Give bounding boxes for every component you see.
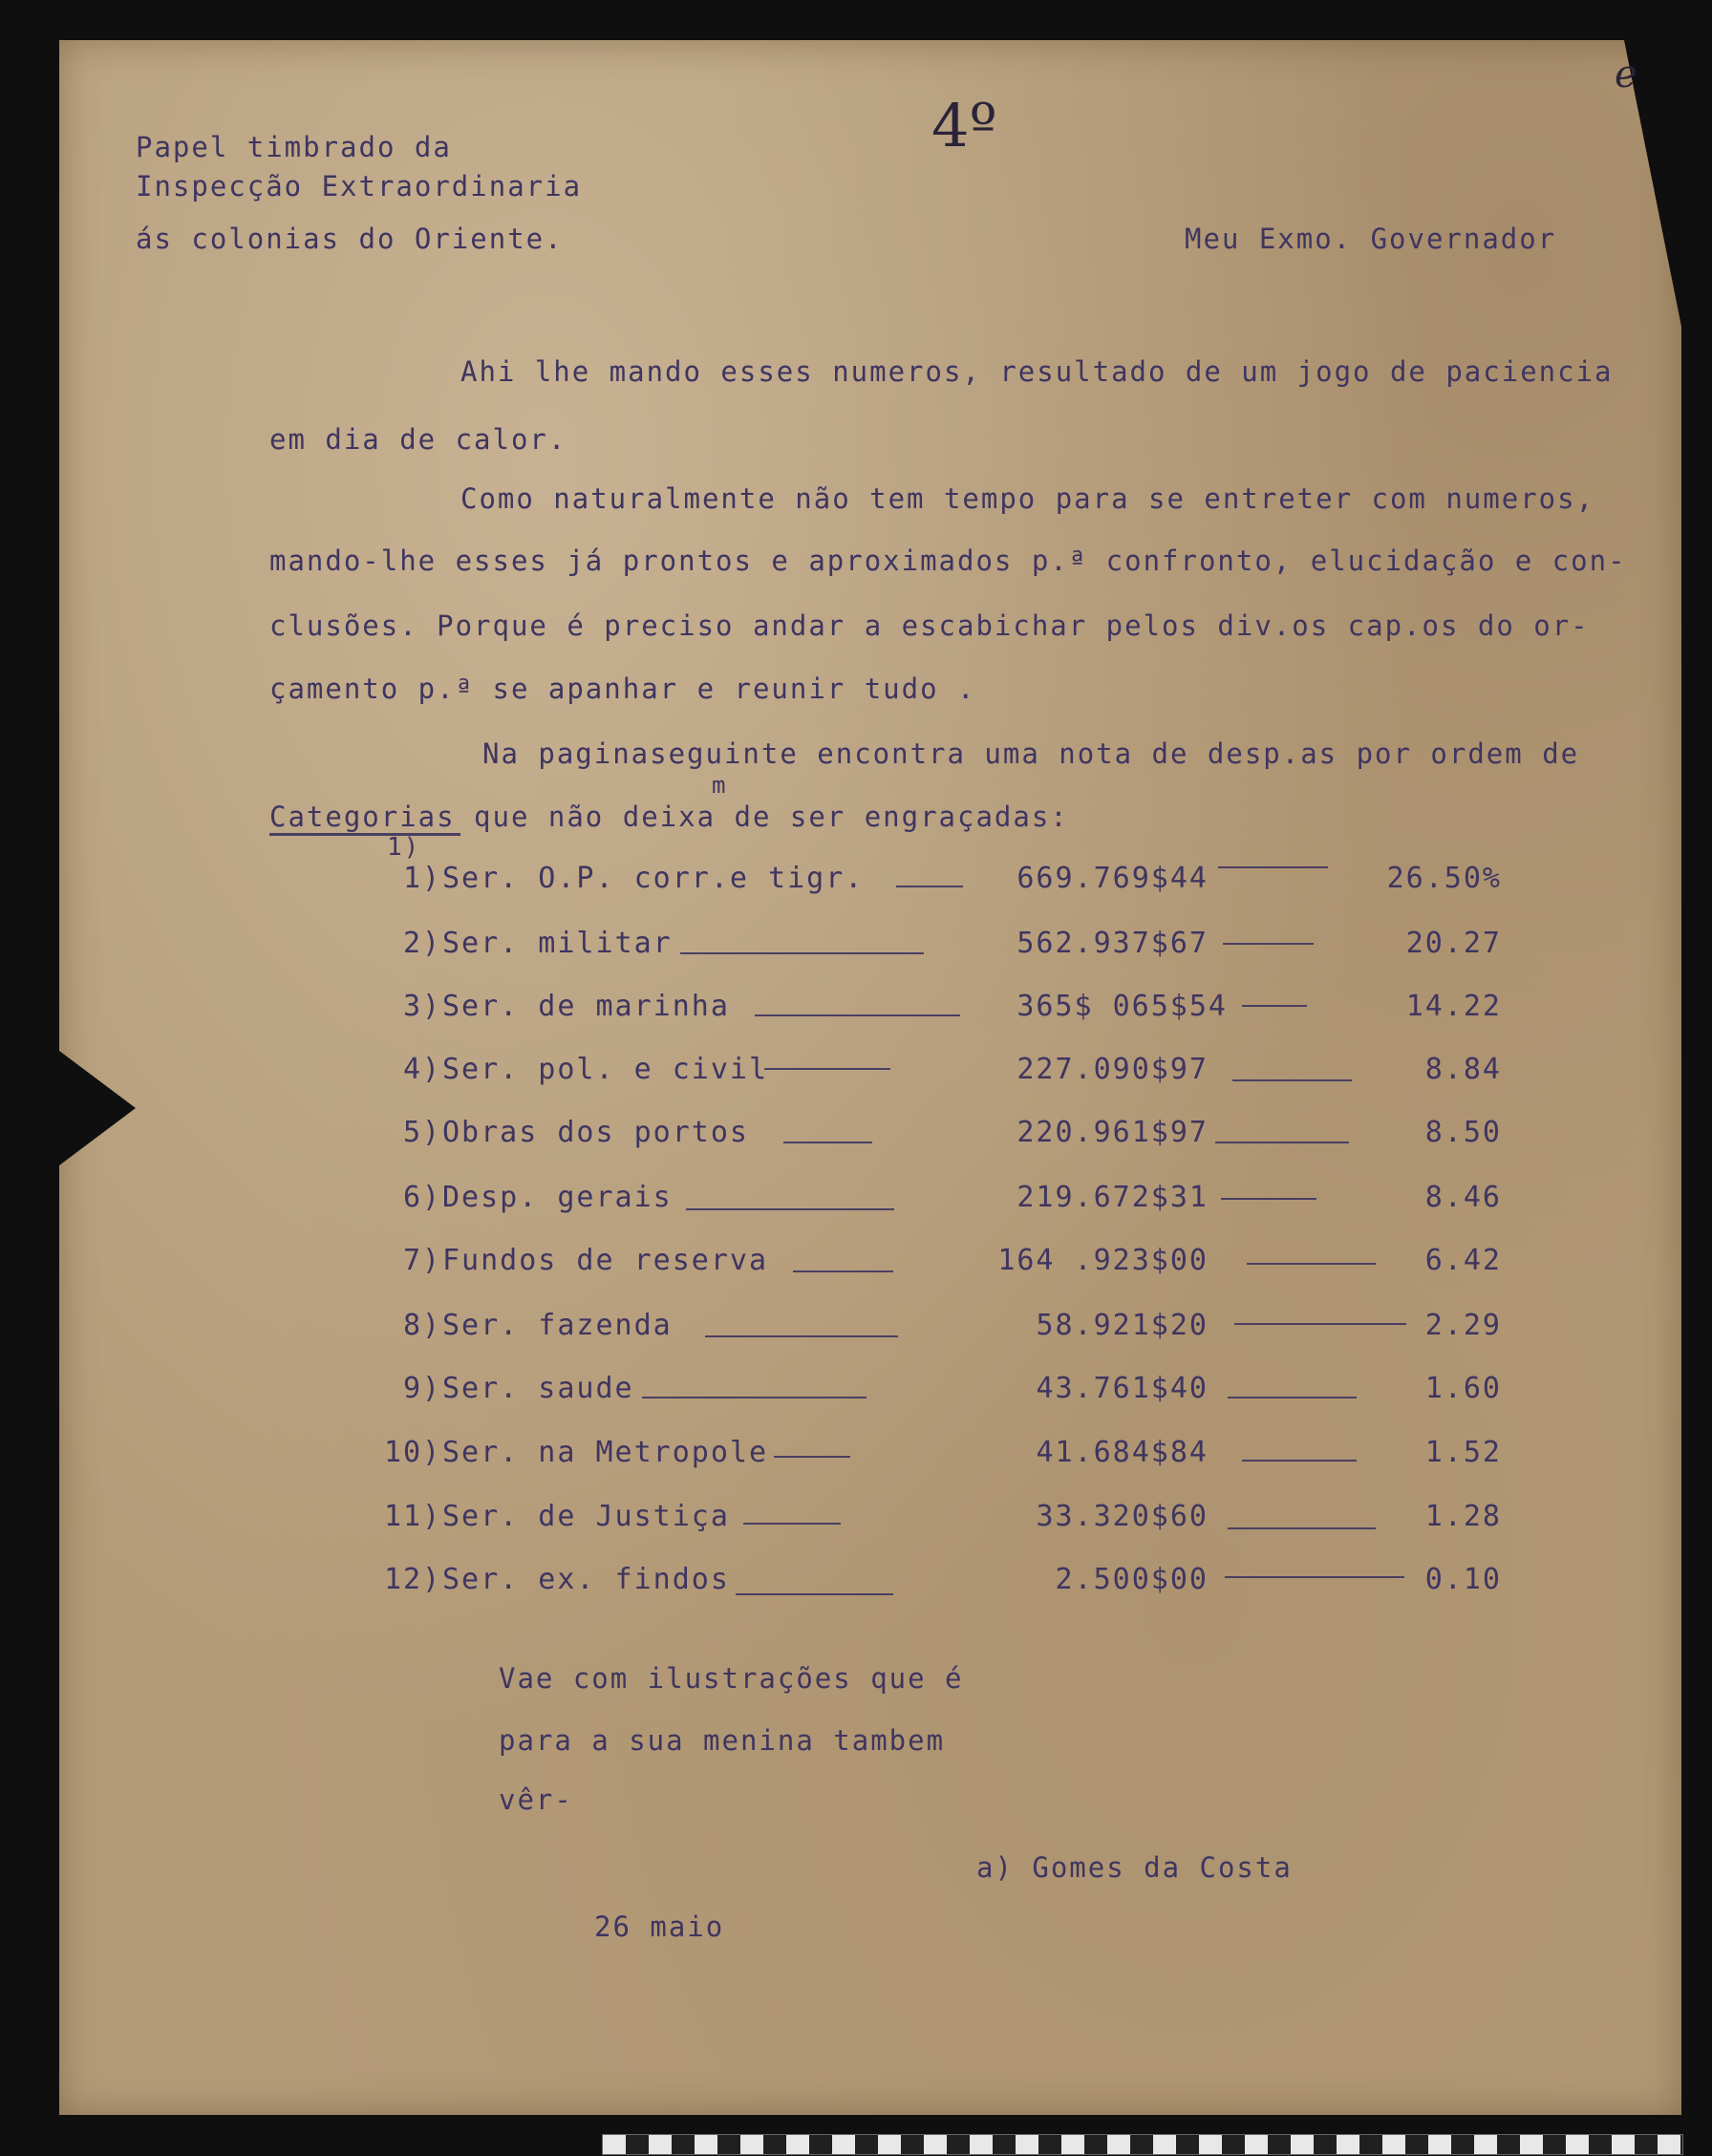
row-percent: 20.27 (1405, 927, 1502, 960)
leader-line (1232, 1079, 1352, 1081)
date: 26 maio (594, 1911, 725, 1943)
row-percent: 2.29 (1424, 1309, 1502, 1342)
letterhead-line-2: Inspecção Extraordinaria (136, 170, 583, 203)
row-amount: 43.761$40 (1036, 1372, 1209, 1405)
closing-line-3: vêr- (499, 1783, 573, 1816)
row-amount: 227.090$97 (1016, 1053, 1209, 1086)
salutation: Meu Exmo. Governador (1185, 223, 1557, 255)
row-amount: 562.937$67 (1016, 927, 1209, 960)
corner-mark-handwritten: e (1615, 53, 1637, 96)
leader-line (1223, 943, 1314, 945)
row-number: 7) (403, 1244, 442, 1277)
row-amount: 2.500$00 (1055, 1563, 1209, 1596)
body-line-6: çamento p.ª se apanhar e reunir tudo . (269, 672, 976, 705)
leader-line (680, 952, 924, 954)
letterhead-line-1: Papel timbrado da (136, 131, 452, 163)
row-label: Desp. gerais (442, 1181, 673, 1214)
leader-line (1221, 1198, 1316, 1200)
row-percent: 8.50 (1424, 1116, 1502, 1149)
body-line-5: clusões. Porque é preciso andar a escabichar pelos div.os cap.os do or- (269, 609, 1590, 642)
leader-line (764, 1068, 890, 1070)
row-percent: 26.50% (1386, 862, 1502, 895)
row-amount: 365$ 065$54 (1016, 990, 1228, 1023)
body-line-7: Na paginaseguinte encontra uma nota de desp.as por ordem de (482, 737, 1580, 770)
leader-line (705, 1335, 898, 1337)
body-line-1: Ahi lhe mando esses numeros, resultado de um jogo de paciencia (460, 355, 1614, 388)
row-number: 5) (403, 1116, 442, 1149)
row-percent: 6.42 (1424, 1244, 1502, 1277)
row-label: Ser. ex. findos (442, 1563, 730, 1596)
row-percent: 0.10 (1424, 1563, 1502, 1596)
torn-edge-notch (59, 1051, 136, 1165)
row-label: Ser. na Metropole (442, 1436, 769, 1469)
row-number: 11) (384, 1500, 442, 1533)
row-percent: 1.52 (1424, 1436, 1502, 1469)
leader-line (1228, 1397, 1357, 1398)
row-label: Fundos de reserva (442, 1244, 769, 1277)
body-line-2: em dia de calor. (269, 423, 567, 456)
row-amount: 220.961$97 (1016, 1116, 1209, 1149)
leader-line (1247, 1263, 1376, 1265)
row-label: Ser. saude (442, 1372, 634, 1405)
leader-line (1242, 1460, 1357, 1462)
leader-line (1218, 866, 1328, 868)
leader-line (774, 1456, 850, 1458)
row-amount: 219.672$31 (1016, 1181, 1209, 1214)
leader-line (686, 1208, 894, 1210)
row-number: 2) (403, 927, 442, 960)
row-percent: 8.46 (1424, 1181, 1502, 1214)
closing-line-2: para a sua menina tambem (499, 1724, 946, 1757)
row-number: 1) (403, 862, 442, 895)
signature: a) Gomes da Costa (976, 1851, 1293, 1884)
row-label: Ser. de Justiça (442, 1500, 730, 1533)
scale-ruler (602, 2134, 1683, 2155)
leader-line (736, 1593, 893, 1595)
row-percent: 14.22 (1405, 990, 1502, 1023)
correction-m: m (712, 772, 728, 799)
leader-line (743, 1523, 841, 1525)
row-number: 4) (403, 1053, 442, 1086)
row-number: 8) (403, 1309, 442, 1342)
row-label: Obras dos portos (442, 1116, 749, 1149)
row-amount: 669.769$44 (1016, 862, 1209, 895)
row-amount: 41.684$84 (1036, 1436, 1209, 1469)
row-number: 3) (403, 990, 442, 1023)
row-amount: 164 .923$00 (997, 1244, 1209, 1277)
row-percent: 1.60 (1424, 1372, 1502, 1405)
row-number: 9) (403, 1372, 442, 1405)
row-label: Ser. fazenda (442, 1309, 673, 1342)
body-line-4: mando-lhe esses já prontos e aproximados p.ª confronto, elucidação e con- (269, 544, 1627, 577)
categorias-underline (269, 833, 460, 836)
leader-line (1215, 1142, 1349, 1143)
row-label: Ser. de marinha (442, 990, 730, 1023)
letterhead-line-3: ás colonias do Oriente. (136, 223, 564, 255)
body-line-8: Categorias que não deixa de ser engraçadas: (269, 800, 1069, 833)
closing-line-1: Vae com ilustrações que é (499, 1662, 964, 1695)
leader-line (642, 1397, 867, 1398)
row-label: Ser. O.P. corr.e tigr. (442, 862, 865, 895)
row-number: 10) (384, 1436, 442, 1469)
body-line-3: Como naturalmente não tem tempo para se entreter com numeros, (460, 482, 1595, 515)
page-number-handwritten: 4º (931, 91, 997, 160)
row-percent: 8.84 (1424, 1053, 1502, 1086)
row-amount: 33.320$60 (1036, 1500, 1209, 1533)
row-number: 6) (403, 1181, 442, 1214)
leader-line (783, 1142, 872, 1143)
leader-line (793, 1270, 893, 1272)
leader-line (1228, 1527, 1376, 1529)
row-percent: 1.28 (1424, 1500, 1502, 1533)
row-amount: 58.921$20 (1036, 1309, 1209, 1342)
row-number: 12) (384, 1563, 442, 1596)
row-label: Ser. militar (442, 927, 673, 960)
leader-line (1242, 1005, 1307, 1007)
row-label: Ser. pol. e civil (442, 1053, 769, 1086)
correction-1-paren: 1) (387, 833, 421, 862)
